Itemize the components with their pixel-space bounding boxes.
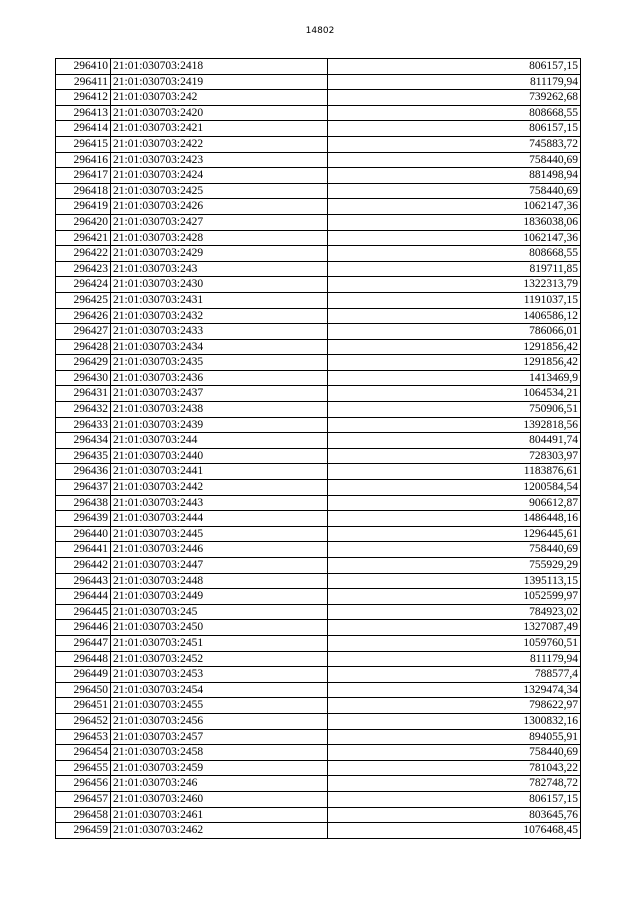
table-row: [56, 776, 581, 792]
row-number-cell: 296450: [56, 682, 111, 698]
cadastral-value-cell: 894055,91: [328, 729, 581, 745]
row-number-cell: 296441: [56, 542, 111, 558]
cadastral-value-cell: 758440,69: [328, 152, 581, 168]
table-row: [56, 589, 581, 605]
table-row: [56, 90, 581, 106]
cadastral-number-cell: 21:01:030703:2441: [111, 464, 328, 480]
cadastral-value-cell: 1052599,97: [328, 589, 581, 605]
table-row: [56, 417, 581, 433]
cadastral-number-cell: 21:01:030703:2454: [111, 682, 328, 698]
cadastral-number-cell: 21:01:030703:2452: [111, 651, 328, 667]
row-number-cell: 296427: [56, 324, 111, 340]
cadastral-value-cell: 1291856,42: [328, 339, 581, 355]
table-row: [56, 168, 581, 184]
cadastral-number-cell: 21:01:030703:2438: [111, 402, 328, 418]
table-row: [56, 386, 581, 402]
cadastral-number-cell: 21:01:030703:2431: [111, 292, 328, 308]
row-number-cell: 296454: [56, 745, 111, 761]
cadastral-number-cell: 21:01:030703:2450: [111, 620, 328, 636]
row-number-cell: 296410: [56, 59, 111, 75]
table-row: [56, 105, 581, 121]
cadastral-number-cell: 21:01:030703:2457: [111, 729, 328, 745]
row-number-cell: 296438: [56, 495, 111, 511]
table-body: [56, 59, 581, 839]
row-number-cell: 296411: [56, 74, 111, 90]
cadastral-value-cell: 1062147,36: [328, 230, 581, 246]
cadastral-value-cell: 1200584,54: [328, 480, 581, 496]
cadastral-number-cell: 21:01:030703:2428: [111, 230, 328, 246]
row-number-cell: 296414: [56, 121, 111, 137]
cadastral-number-cell: 21:01:030703:2440: [111, 448, 328, 464]
row-number-cell: 296457: [56, 791, 111, 807]
row-number-cell: 296413: [56, 105, 111, 121]
table-row: [56, 480, 581, 496]
cadastral-number-cell: 21:01:030703:2432: [111, 308, 328, 324]
table-row: [56, 760, 581, 776]
cadastral-number-cell: 21:01:030703:2461: [111, 807, 328, 823]
cadastral-value-cell: 1836038,06: [328, 214, 581, 230]
row-number-cell: 296417: [56, 168, 111, 184]
cadastral-value-cell: 782748,72: [328, 776, 581, 792]
cadastral-number-cell: 21:01:030703:2447: [111, 558, 328, 574]
cadastral-value-cell: 788577,4: [328, 667, 581, 683]
table-row: [56, 558, 581, 574]
row-number-cell: 296443: [56, 573, 111, 589]
cadastral-value-cell: 1300832,16: [328, 713, 581, 729]
row-number-cell: 296432: [56, 402, 111, 418]
cadastral-value-cell: 1059760,51: [328, 635, 581, 651]
cadastral-number-cell: 21:01:030703:2456: [111, 713, 328, 729]
row-number-cell: 296453: [56, 729, 111, 745]
cadastral-value-cell: 819711,85: [328, 261, 581, 277]
cadastral-value-cell: 803645,76: [328, 807, 581, 823]
table-row: [56, 292, 581, 308]
table-row: [56, 199, 581, 215]
cadastral-number-cell: 21:01:030703:2427: [111, 214, 328, 230]
cadastral-number-cell: 21:01:030703:2455: [111, 698, 328, 714]
cadastral-value-cell: 1291856,42: [328, 355, 581, 371]
table-row: [56, 74, 581, 90]
table-row: [56, 542, 581, 558]
cadastral-value-cell: 811179,94: [328, 74, 581, 90]
cadastral-value-cell: 739262,68: [328, 90, 581, 106]
row-number-cell: 296446: [56, 620, 111, 636]
row-number-cell: 296418: [56, 183, 111, 199]
cadastral-value-cell: 1395113,15: [328, 573, 581, 589]
row-number-cell: 296444: [56, 589, 111, 605]
row-number-cell: 296436: [56, 464, 111, 480]
table-row: [56, 573, 581, 589]
cadastral-number-cell: 21:01:030703:2436: [111, 370, 328, 386]
cadastral-number-cell: 21:01:030703:2430: [111, 277, 328, 293]
row-number-cell: 296430: [56, 370, 111, 386]
cadastral-value-cell: 745883,72: [328, 136, 581, 152]
table-row: [56, 230, 581, 246]
cadastral-number-cell: 21:01:030703:2462: [111, 823, 328, 839]
table-row: [56, 745, 581, 761]
cadastral-number-cell: 21:01:030703:244: [111, 433, 328, 449]
cadastral-value-cell: 784923,02: [328, 604, 581, 620]
cadastral-value-cell: 728303,97: [328, 448, 581, 464]
table-row: [56, 136, 581, 152]
cadastral-value-cell: 1064534,21: [328, 386, 581, 402]
table-row: [56, 682, 581, 698]
cadastral-value-cell: 1392818,56: [328, 417, 581, 433]
table-row: [56, 370, 581, 386]
cadastral-value-cell: 755929,29: [328, 558, 581, 574]
cadastral-value-cell: 808668,55: [328, 246, 581, 262]
cadastral-value-cell: 1322313,79: [328, 277, 581, 293]
row-number-cell: 296421: [56, 230, 111, 246]
cadastral-number-cell: 21:01:030703:2442: [111, 480, 328, 496]
cadastral-number-cell: 21:01:030703:2419: [111, 74, 328, 90]
cadastral-value-cell: 1329474,34: [328, 682, 581, 698]
cadastral-number-cell: 21:01:030703:2446: [111, 542, 328, 558]
table-row: [56, 277, 581, 293]
table-row: [56, 635, 581, 651]
row-number-cell: 296424: [56, 277, 111, 293]
cadastral-number-cell: 21:01:030703:2422: [111, 136, 328, 152]
row-number-cell: 296439: [56, 511, 111, 527]
cadastral-value-table: [55, 58, 581, 839]
row-number-cell: 296422: [56, 246, 111, 262]
cadastral-number-cell: 21:01:030703:2434: [111, 339, 328, 355]
row-number-cell: 296425: [56, 292, 111, 308]
table-row: [56, 791, 581, 807]
table-row: [56, 495, 581, 511]
cadastral-number-cell: 21:01:030703:246: [111, 776, 328, 792]
cadastral-number-cell: 21:01:030703:2420: [111, 105, 328, 121]
table-row: [56, 713, 581, 729]
table-row: [56, 433, 581, 449]
cadastral-number-cell: 21:01:030703:2423: [111, 152, 328, 168]
page-number: 14802: [305, 26, 335, 36]
table-row: [56, 261, 581, 277]
table-row: [56, 355, 581, 371]
table-row: [56, 698, 581, 714]
cadastral-number-cell: 21:01:030703:2449: [111, 589, 328, 605]
cadastral-value-cell: 758440,69: [328, 183, 581, 199]
cadastral-number-cell: 21:01:030703:2426: [111, 199, 328, 215]
table-row: [56, 324, 581, 340]
table-row: [56, 620, 581, 636]
cadastral-number-cell: 21:01:030703:245: [111, 604, 328, 620]
row-number-cell: 296447: [56, 635, 111, 651]
table-row: [56, 464, 581, 480]
row-number-cell: 296426: [56, 308, 111, 324]
cadastral-value-cell: 798622,97: [328, 698, 581, 714]
cadastral-value-cell: 781043,22: [328, 760, 581, 776]
table-row: [56, 448, 581, 464]
cadastral-number-cell: 21:01:030703:2458: [111, 745, 328, 761]
cadastral-number-cell: 21:01:030703:2439: [111, 417, 328, 433]
cadastral-number-cell: 21:01:030703:2433: [111, 324, 328, 340]
cadastral-value-cell: 1062147,36: [328, 199, 581, 215]
table-row: [56, 214, 581, 230]
cadastral-number-cell: 21:01:030703:2453: [111, 667, 328, 683]
row-number-cell: 296415: [56, 136, 111, 152]
cadastral-number-cell: 21:01:030703:2437: [111, 386, 328, 402]
row-number-cell: 296423: [56, 261, 111, 277]
row-number-cell: 296449: [56, 667, 111, 683]
cadastral-number-cell: 21:01:030703:2429: [111, 246, 328, 262]
cadastral-value-cell: 806157,15: [328, 59, 581, 75]
table-row: [56, 121, 581, 137]
cadastral-value-cell: 758440,69: [328, 745, 581, 761]
row-number-cell: 296428: [56, 339, 111, 355]
cadastral-value-cell: 758440,69: [328, 542, 581, 558]
cadastral-value-cell: 750906,51: [328, 402, 581, 418]
cadastral-number-cell: 21:01:030703:2460: [111, 791, 328, 807]
row-number-cell: 296419: [56, 199, 111, 215]
row-number-cell: 296416: [56, 152, 111, 168]
cadastral-value-cell: 806157,15: [328, 121, 581, 137]
row-number-cell: 296456: [56, 776, 111, 792]
table-row: [56, 651, 581, 667]
cadastral-number-cell: 21:01:030703:2421: [111, 121, 328, 137]
cadastral-value-cell: 811179,94: [328, 651, 581, 667]
cadastral-number-cell: 21:01:030703:2443: [111, 495, 328, 511]
row-number-cell: 296435: [56, 448, 111, 464]
table-row: [56, 339, 581, 355]
cadastral-number-cell: 21:01:030703:2459: [111, 760, 328, 776]
cadastral-number-cell: 21:01:030703:2451: [111, 635, 328, 651]
cadastral-number-cell: 21:01:030703:2448: [111, 573, 328, 589]
table-row: [56, 729, 581, 745]
cadastral-value-cell: 804491,74: [328, 433, 581, 449]
table-row: [56, 183, 581, 199]
table-row: [56, 308, 581, 324]
cadastral-value-cell: 1413469,9: [328, 370, 581, 386]
cadastral-value-cell: 1076468,45: [328, 823, 581, 839]
row-number-cell: 296434: [56, 433, 111, 449]
row-number-cell: 296429: [56, 355, 111, 371]
table-row: [56, 59, 581, 75]
cadastral-number-cell: 21:01:030703:243: [111, 261, 328, 277]
row-number-cell: 296433: [56, 417, 111, 433]
row-number-cell: 296459: [56, 823, 111, 839]
cadastral-number-cell: 21:01:030703:2444: [111, 511, 328, 527]
cadastral-number-cell: 21:01:030703:2435: [111, 355, 328, 371]
row-number-cell: 296442: [56, 558, 111, 574]
table-row: [56, 246, 581, 262]
cadastral-number-cell: 21:01:030703:2424: [111, 168, 328, 184]
cadastral-value-cell: 808668,55: [328, 105, 581, 121]
cadastral-value-cell: 881498,94: [328, 168, 581, 184]
row-number-cell: 296445: [56, 604, 111, 620]
table-row: [56, 152, 581, 168]
row-number-cell: 296455: [56, 760, 111, 776]
row-number-cell: 296452: [56, 713, 111, 729]
table-row: [56, 511, 581, 527]
row-number-cell: 296412: [56, 90, 111, 106]
cadastral-number-cell: 21:01:030703:242: [111, 90, 328, 106]
table-row: [56, 402, 581, 418]
row-number-cell: 296437: [56, 480, 111, 496]
row-number-cell: 296431: [56, 386, 111, 402]
cadastral-number-cell: 21:01:030703:2418: [111, 59, 328, 75]
cadastral-value-cell: 1406586,12: [328, 308, 581, 324]
row-number-cell: 296440: [56, 526, 111, 542]
cadastral-value-cell: 786066,01: [328, 324, 581, 340]
row-number-cell: 296451: [56, 698, 111, 714]
cadastral-number-cell: 21:01:030703:2445: [111, 526, 328, 542]
table-row: [56, 604, 581, 620]
table-row: [56, 823, 581, 839]
cadastral-value-cell: 1183876,61: [328, 464, 581, 480]
cadastral-number-cell: 21:01:030703:2425: [111, 183, 328, 199]
cadastral-value-cell: 1296445,61: [328, 526, 581, 542]
row-number-cell: 296458: [56, 807, 111, 823]
cadastral-value-cell: 806157,15: [328, 791, 581, 807]
cadastral-value-cell: 1486448,16: [328, 511, 581, 527]
cadastral-value-cell: 1191037,15: [328, 292, 581, 308]
cadastral-value-cell: 906612,87: [328, 495, 581, 511]
row-number-cell: 296448: [56, 651, 111, 667]
table-row: [56, 667, 581, 683]
table-row: [56, 526, 581, 542]
row-number-cell: 296420: [56, 214, 111, 230]
cadastral-value-cell: 1327087,49: [328, 620, 581, 636]
table-row: [56, 807, 581, 823]
